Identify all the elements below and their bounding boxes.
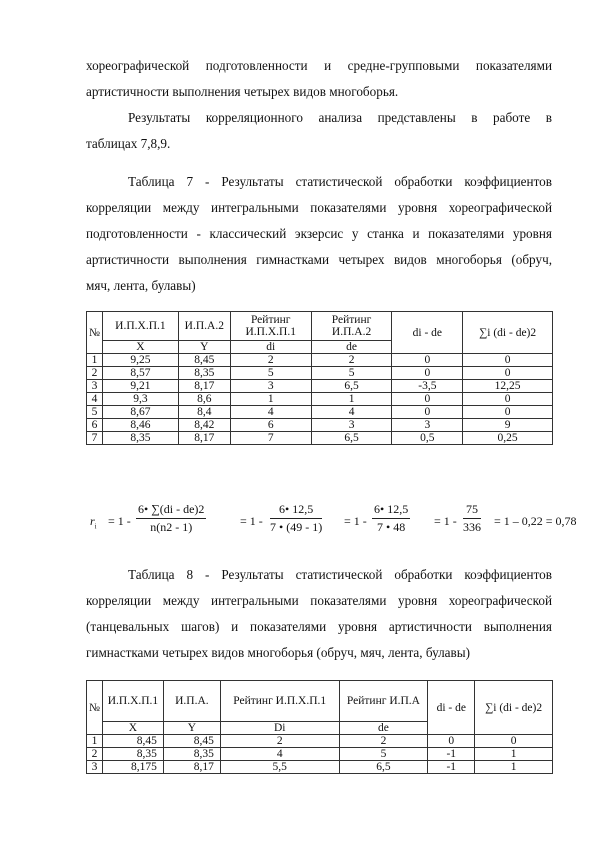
cell-sq: 0	[463, 354, 553, 367]
cell-sq: 1	[475, 761, 553, 774]
fraction-denominator: 336	[463, 520, 481, 534]
header-col6: ∑i (di - de)2	[463, 312, 553, 354]
formula-result: = 1 – 0,22 = 0,78	[494, 514, 577, 528]
cell-y: 8,45	[163, 735, 220, 748]
cell-di: 2	[220, 735, 339, 748]
header-col3-line2: И.П.Х.П.1	[245, 326, 296, 338]
header-col5: di - de	[392, 312, 463, 354]
cell-diff: -1	[428, 761, 475, 774]
cell-number: 1	[87, 735, 103, 748]
table7	[86, 311, 553, 445]
cell-de: 5	[311, 367, 392, 380]
cell-number: 1	[87, 354, 103, 367]
formula-fraction-values	[270, 502, 322, 535]
cell-sq: 1	[475, 748, 553, 761]
fraction-denominator: n(n2 - 1)	[150, 520, 193, 534]
cell-y: 8,45	[178, 354, 230, 367]
cell-di: 4	[230, 406, 311, 419]
formula-fraction-reduced	[463, 502, 481, 535]
cell-de: 1	[311, 393, 392, 406]
cell-diff: 0	[392, 367, 463, 380]
cell-diff: 3	[392, 419, 463, 432]
subheader-x: X	[102, 722, 163, 735]
cell-x: 8,57	[102, 367, 178, 380]
cell-x: 9,21	[102, 380, 178, 393]
table8	[86, 680, 553, 774]
spearman-formula	[86, 496, 577, 548]
formula-eq: = 1 -	[108, 514, 131, 528]
cell-x: 8,35	[102, 432, 178, 445]
cell-sq: 0,25	[463, 432, 553, 445]
table-row	[87, 748, 553, 761]
table-row	[87, 354, 553, 367]
cell-diff: 0,5	[392, 432, 463, 445]
cell-y: 8,42	[178, 419, 230, 432]
header-col4-line2: И.П.А.2	[331, 326, 372, 338]
paragraph-line: Результаты корреляционного анализа представлены в работе в	[128, 110, 552, 125]
cell-y: 8,6	[178, 393, 230, 406]
cell-di: 5	[230, 367, 311, 380]
cell-sq: 0	[475, 735, 553, 748]
subheader-de: de	[339, 722, 428, 735]
cell-number: 4	[87, 393, 103, 406]
cell-sq: 0	[463, 367, 553, 380]
cell-x: 9,25	[102, 354, 178, 367]
cell-diff: 0	[392, 393, 463, 406]
header-col1: И.П.Х.П.1	[102, 681, 163, 722]
subheader-y: Y	[178, 341, 230, 354]
cell-diff: 0	[428, 735, 475, 748]
cell-de: 6,5	[311, 380, 392, 393]
cell-di: 7	[230, 432, 311, 445]
header-col3: Рейтинг И.П.Х.П.1	[220, 681, 339, 722]
table-row	[87, 761, 553, 774]
header-col3-line1: Рейтинг	[250, 314, 291, 326]
cell-diff: 0	[392, 406, 463, 419]
table-header-row	[87, 681, 553, 722]
formula-lhs: $r_i$	[90, 514, 97, 531]
paragraph-line: хореографической подготовленности и средне-групповыми показателями	[86, 58, 552, 73]
formula-eq: = 1 -	[240, 514, 263, 528]
table7-caption-line: Таблица 7 - Результаты статистической обработки коэффициентов	[128, 174, 552, 189]
cell-de: 6,5	[339, 761, 428, 774]
subheader-x: X	[102, 341, 178, 354]
table-row	[87, 393, 553, 406]
header-col6: ∑i (di - de)2	[475, 681, 553, 735]
table7-caption-line: подготовленности - классический экзерсис у станка и показателями уровня	[86, 226, 552, 241]
fraction-numerator: 6• 12,5	[372, 502, 410, 519]
table-row	[87, 367, 553, 380]
header-col1: И.П.Х.П.1	[102, 312, 178, 341]
fraction-denominator: 7 • (49 - 1)	[270, 520, 323, 534]
cell-number: 7	[87, 432, 103, 445]
cell-sq: 9	[463, 419, 553, 432]
table8-caption-line: гимнастками четырех видов многоборья (обруч, мяч, лента, булавы)	[86, 645, 470, 660]
cell-x: 9,3	[102, 393, 178, 406]
cell-diff: -3,5	[392, 380, 463, 393]
header-col5: di - de	[428, 681, 475, 735]
table7-caption-line: артистичности выполнения гимнастками четырех видов многоборья (обруч,	[86, 252, 552, 267]
header-number: №	[87, 312, 103, 354]
table8-caption-line: Таблица 8 - Результаты статистической обработки коэффициентов	[128, 567, 552, 582]
formula-fraction-general	[136, 502, 206, 535]
formula-fraction-simplified	[372, 502, 410, 535]
subheader-y: Y	[163, 722, 220, 735]
header-col4: Рейтинг И.П.А	[339, 681, 428, 722]
cell-diff: -1	[428, 748, 475, 761]
cell-de: 6,5	[311, 432, 392, 445]
cell-di: 2	[230, 354, 311, 367]
header-col2: И.П.А.2	[178, 312, 230, 341]
paragraph-line: таблицах 7,8,9.	[86, 136, 171, 151]
cell-number: 6	[87, 419, 103, 432]
cell-di: 5,5	[220, 761, 339, 774]
header-col2: И.П.А.	[163, 681, 220, 722]
header-col4-line1: Рейтинг	[331, 314, 372, 326]
fraction-numerator: 6• ∑(di - de)2	[136, 502, 206, 519]
table-row	[87, 406, 553, 419]
table-row	[87, 380, 553, 393]
table8-caption-line: (танцевальных шагов) и показателями уровня артистичности выполнения	[86, 619, 552, 634]
cell-y: 8,35	[178, 367, 230, 380]
table-row	[87, 735, 553, 748]
cell-number: 2	[87, 367, 103, 380]
table8-caption-line: корреляции между интегральными показателями уровня хореографической	[86, 593, 552, 608]
cell-number: 2	[87, 748, 103, 761]
fraction-numerator: 6• 12,5	[270, 502, 322, 519]
table7-caption-line: корреляции между интегральными показателями уровня хореографической	[86, 200, 552, 215]
subheader-di: di	[230, 341, 311, 354]
header-col3	[230, 312, 311, 341]
cell-de: 5	[339, 748, 428, 761]
cell-de: 2	[339, 735, 428, 748]
subheader-di: Di	[220, 722, 339, 735]
cell-x: 8,35	[102, 748, 163, 761]
header-col4	[311, 312, 392, 341]
cell-x: 8,67	[102, 406, 178, 419]
cell-x: 8,175	[102, 761, 163, 774]
fraction-numerator: 75	[463, 502, 481, 519]
subheader-de: de	[311, 341, 392, 354]
cell-number: 3	[87, 761, 103, 774]
cell-number: 5	[87, 406, 103, 419]
cell-di: 4	[220, 748, 339, 761]
cell-de: 2	[311, 354, 392, 367]
cell-di: 1	[230, 393, 311, 406]
cell-de: 4	[311, 406, 392, 419]
paragraph-line: артистичности выполнения четырех видов многоборья.	[86, 84, 399, 99]
table-row	[87, 432, 553, 445]
formula-eq: = 1 -	[434, 514, 457, 528]
cell-sq: 12,25	[463, 380, 553, 393]
cell-sq: 0	[463, 406, 553, 419]
formula-eq: = 1 -	[344, 514, 367, 528]
cell-y: 8,4	[178, 406, 230, 419]
header-number: №	[87, 681, 103, 735]
cell-x: 8,46	[102, 419, 178, 432]
cell-x: 8,45	[102, 735, 163, 748]
cell-di: 3	[230, 380, 311, 393]
cell-de: 3	[311, 419, 392, 432]
cell-number: 3	[87, 380, 103, 393]
cell-sq: 0	[463, 393, 553, 406]
cell-y: 8,35	[163, 748, 220, 761]
table-row	[87, 419, 553, 432]
fraction-denominator: 7 • 48	[377, 520, 406, 534]
cell-y: 8,17	[163, 761, 220, 774]
cell-y: 8,17	[178, 380, 230, 393]
table7-caption-line: мяч, лента, булавы)	[86, 278, 196, 293]
table-header-row	[87, 312, 553, 341]
cell-di: 6	[230, 419, 311, 432]
cell-y: 8,17	[178, 432, 230, 445]
cell-diff: 0	[392, 354, 463, 367]
